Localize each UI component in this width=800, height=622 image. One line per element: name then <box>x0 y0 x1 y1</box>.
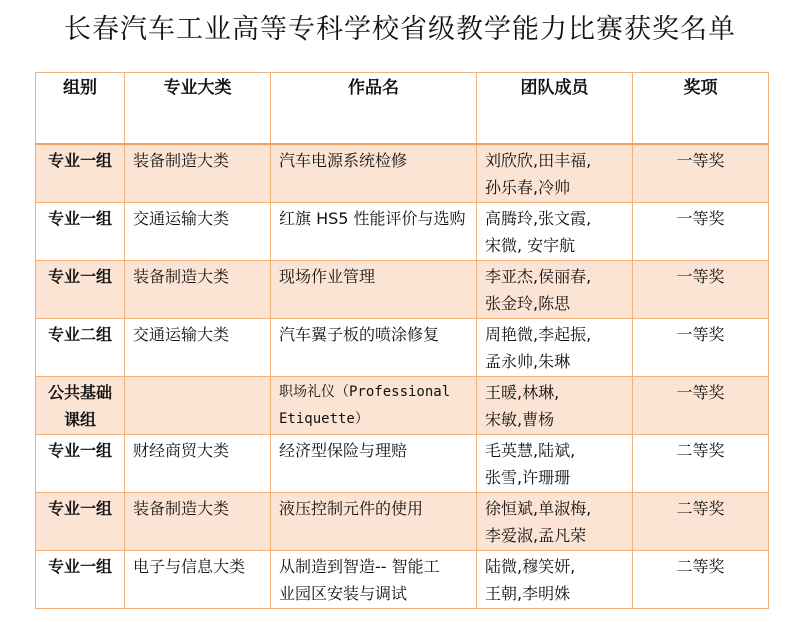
table-header-row <box>36 73 769 145</box>
members-line: 张雪,许珊珊 <box>485 468 571 487</box>
group-text: 专业一组 <box>47 441 112 460</box>
group-text: 专业一组 <box>47 499 112 518</box>
members-cell <box>477 144 633 203</box>
awards-table <box>35 72 769 609</box>
award-cell: 二等奖 <box>633 435 769 493</box>
group-cell <box>36 261 125 319</box>
members-line: 高腾玲,张文霞, <box>485 209 592 228</box>
table-row <box>36 261 769 319</box>
work-cell <box>271 493 477 551</box>
members-cell <box>477 551 633 609</box>
category-cell: 电子与信息大类 <box>125 551 271 609</box>
group-cell <box>36 377 125 435</box>
work-text: 业园区安装与调试 <box>279 584 408 603</box>
category-cell: 交通运输大类 <box>125 203 271 261</box>
table-row <box>36 203 769 261</box>
members-line: 刘欣欣,田丰福, <box>485 151 592 170</box>
members-line: 王朝,李明姝 <box>485 584 571 603</box>
work-text: 职场礼仪（Professional <box>279 384 451 400</box>
award-cell: 一等奖 <box>633 203 769 261</box>
group-cell <box>36 551 125 609</box>
work-text: 红旗 HS5 性能评价与选购 <box>279 209 466 228</box>
work-text: 汽车电源系统检修 <box>279 151 408 170</box>
work-cell <box>271 261 477 319</box>
award-cell: 二等奖 <box>633 551 769 609</box>
page-title: 长春汽车工业高等专科学校省级教学能力比赛获奖名单 <box>64 14 736 45</box>
group-cell <box>36 493 125 551</box>
work-text: Etiquette） <box>279 411 369 427</box>
members-cell <box>477 203 633 261</box>
work-cell <box>271 144 477 203</box>
members-line: 李亚杰,侯丽春, <box>485 267 592 286</box>
members-line: 张金玲,陈思 <box>485 294 571 313</box>
work-text: 经济型保险与理赔 <box>279 441 408 460</box>
group-text: 专业二组 <box>47 325 112 344</box>
group-cell <box>36 203 125 261</box>
category-cell: 装备制造大类 <box>125 493 271 551</box>
header-award: 奖项 <box>633 73 769 145</box>
work-cell <box>271 319 477 377</box>
award-cell: 二等奖 <box>633 493 769 551</box>
members-cell <box>477 261 633 319</box>
group-text: 课组 <box>63 410 96 429</box>
work-cell <box>271 551 477 609</box>
group-cell <box>36 319 125 377</box>
members-line: 李爱淑,孟凡荣 <box>485 526 587 545</box>
table-row <box>36 551 769 609</box>
members-line: 宋微, 安宇航 <box>485 236 576 255</box>
members-cell <box>477 435 633 493</box>
group-cell <box>36 435 125 493</box>
work-cell <box>271 203 477 261</box>
category-cell: 装备制造大类 <box>125 144 271 203</box>
category-cell <box>125 377 271 435</box>
work-text: 液压控制元件的使用 <box>279 499 424 518</box>
table-row <box>36 435 769 493</box>
group-text: 专业一组 <box>47 209 112 228</box>
category-cell: 交通运输大类 <box>125 319 271 377</box>
table-row <box>36 493 769 551</box>
members-line: 孟永帅,朱琳 <box>485 352 571 371</box>
members-line: 王暖,林琳, <box>485 383 560 402</box>
table-row <box>36 319 769 377</box>
work-text: 汽车翼子板的喷涂修复 <box>279 325 440 344</box>
members-line: 陆微,穆笑妍, <box>485 557 576 576</box>
header-work: 作品名 <box>271 73 477 145</box>
header-group: 组别 <box>36 73 125 145</box>
group-cell <box>36 144 125 203</box>
award-cell: 一等奖 <box>633 319 769 377</box>
group-text: 公共基础 <box>47 383 112 402</box>
table-row <box>36 377 769 435</box>
members-line: 宋敏,曹杨 <box>485 410 555 429</box>
group-text: 专业一组 <box>47 557 112 576</box>
members-line: 孙乐春,冷帅 <box>485 178 571 197</box>
group-text: 专业一组 <box>47 267 112 286</box>
members-line: 徐恒斌,单淑梅, <box>485 499 592 518</box>
work-text: 现场作业管理 <box>279 267 376 286</box>
category-cell: 财经商贸大类 <box>125 435 271 493</box>
award-cell: 一等奖 <box>633 144 769 203</box>
category-cell: 装备制造大类 <box>125 261 271 319</box>
members-cell <box>477 319 633 377</box>
members-cell <box>477 377 633 435</box>
group-text: 专业一组 <box>47 151 112 170</box>
members-cell <box>477 493 633 551</box>
work-text: 从制造到智造-- 智能工 <box>279 557 440 576</box>
members-line: 周艳微,李起振, <box>485 325 592 344</box>
award-cell: 一等奖 <box>633 377 769 435</box>
members-line: 毛英慧,陆斌, <box>485 441 576 460</box>
work-cell <box>271 435 477 493</box>
header-members: 团队成员 <box>477 73 633 145</box>
table-row <box>36 144 769 203</box>
header-category: 专业大类 <box>125 73 271 145</box>
work-cell <box>271 377 477 435</box>
award-cell: 一等奖 <box>633 261 769 319</box>
